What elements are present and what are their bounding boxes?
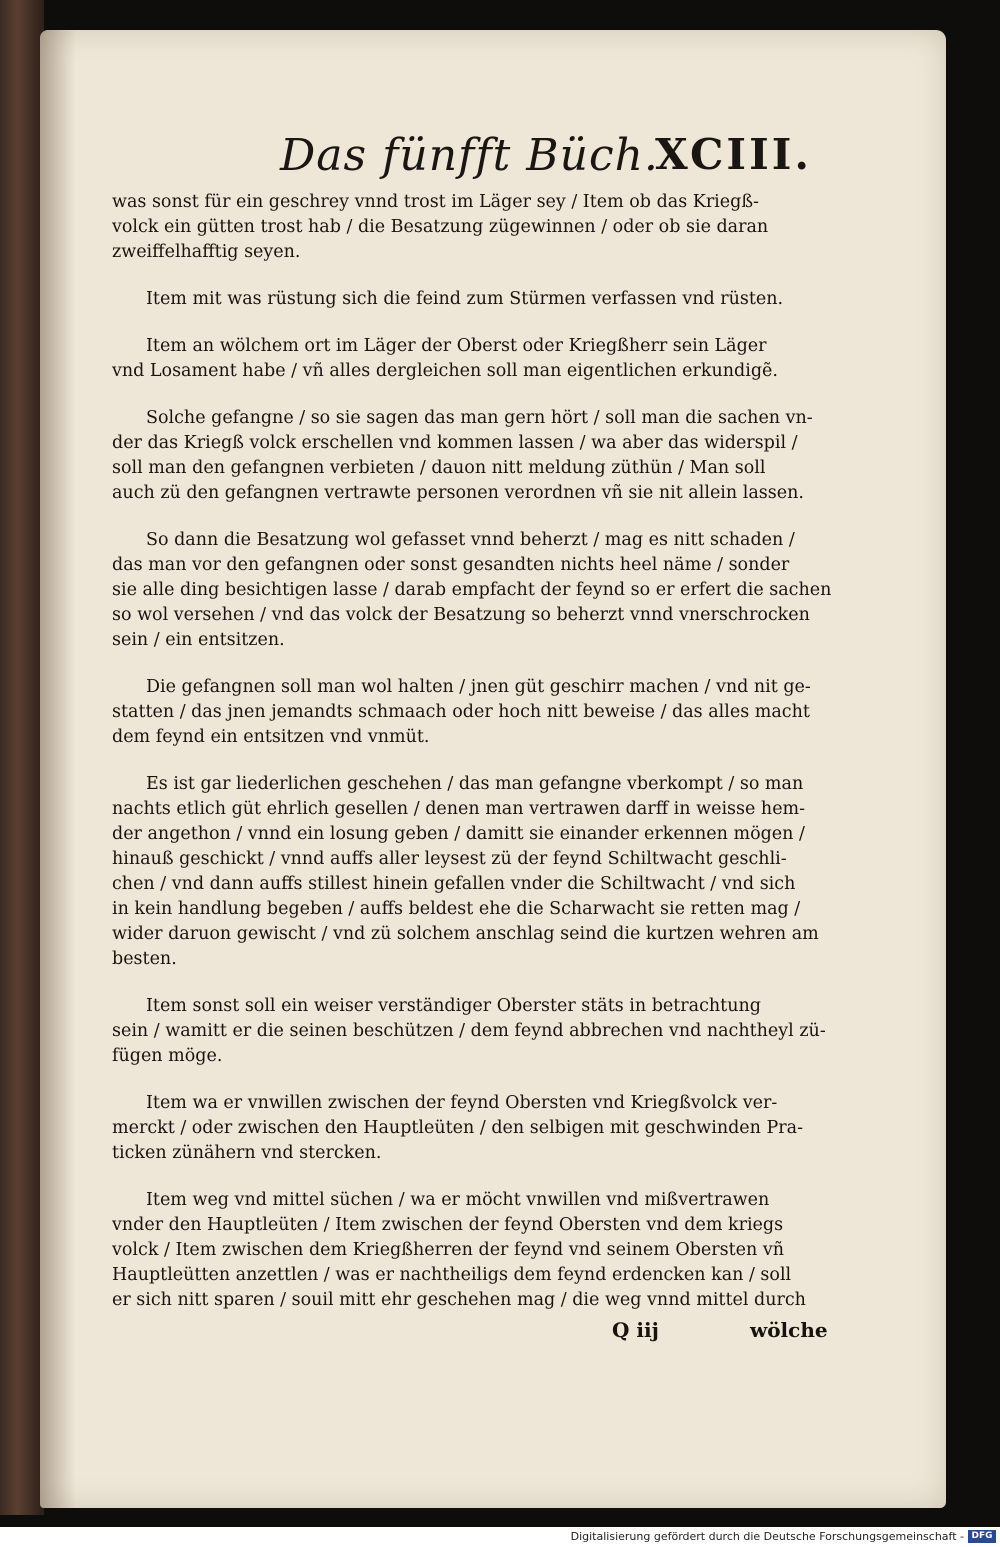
paragraph <box>112 406 832 506</box>
footer-bar <box>0 1527 1000 1547</box>
text-line: merckt / oder zwischen den Hauptleüten / den selbigen mit geschwinden Pra- <box>112 1118 803 1138</box>
signature-catchword-line <box>40 1318 946 1348</box>
text-line: Item wa er vnwillen zwischen der feynd Obersten vnd Kriegßvolck ver- <box>146 1093 778 1113</box>
text-line: wider daruon gewischt / vnd zü solchem anschlag seind die kurtzen wehren am <box>112 924 819 944</box>
text-line: er sich nitt sparen / souil mitt ehr geschehen mag / die weg vnnd mittel durch <box>112 1290 806 1310</box>
paragraph <box>112 1188 832 1313</box>
text-line: sie alle ding besichtigen lasse / darab empfacht der feynd so er erfert die sachen <box>112 580 832 600</box>
text-line: sein / wamitt er die seinen beschützen / dem feynd abbrechen vnd nachtheyl zü- <box>112 1021 826 1041</box>
text-line: der angethon / vnnd ein losung geben / damitt sie einander erkennen mögen / <box>112 824 805 844</box>
body-text <box>112 190 832 1335</box>
paragraph <box>112 994 832 1069</box>
text-line: Die gefangnen soll man wol halten / jnen güt geschirr machen / vnd nit ge- <box>146 677 811 697</box>
paragraph <box>112 528 832 653</box>
text-line: chen / vnd dann auffs stillest hinein gefallen vnder die Schiltwacht / vnd sich <box>112 874 796 894</box>
catchword: wölche <box>750 1318 828 1342</box>
text-line: fügen möge. <box>112 1046 223 1066</box>
paragraph <box>112 675 832 750</box>
text-line: Item mit was rüstung sich die feind zum Stürmen verfassen vnd rüsten. <box>146 289 784 309</box>
text-line: soll man den gefangnen verbieten / dauon nitt meldung züthün / Man soll <box>112 458 766 478</box>
funding-credit: Digitalisierung gefördert durch die Deutsche Forschungsgemeinschaft - <box>570 1530 964 1543</box>
text-line: so wol versehen / vnd das volck der Besatzung so beherzt vnnd vnerschrocken <box>112 605 810 625</box>
signature-mark: Q iij <box>612 1318 659 1342</box>
text-line: was sonst für ein geschrey vnnd trost im Läger sey / Item ob das Kriegß- <box>112 192 759 212</box>
text-line: Item an wölchem ort im Läger der Oberst oder Kriegßherr sein Läger <box>146 336 767 356</box>
text-line: nachts etlich güt ehrlich gesellen / denen man vertrawen darff in weisse hem- <box>112 799 806 819</box>
text-line: Hauptleütten anzettlen / was er nachtheiligs dem feynd erdencken kan / soll <box>112 1265 792 1285</box>
paragraph <box>112 287 832 312</box>
gutter-shadow <box>40 30 76 1508</box>
text-line: So dann die Besatzung wol gefasset vnnd beherzt / mag es nitt schaden / <box>146 530 795 550</box>
text-line: vnder den Hauptleüten / Item zwischen der feynd Obersten vnd dem kriegs <box>112 1215 784 1235</box>
book-page <box>40 30 946 1508</box>
paragraph <box>112 334 832 384</box>
text-line: statten / das jnen jemandts schmaach oder hoch nitt beweise / das alles macht <box>112 702 810 722</box>
text-line: hinauß geschickt / vnnd auffs aller leysest zü der feynd Schiltwacht geschli- <box>112 849 787 869</box>
text-line: das man vor den gefangnen oder sonst gesandten nichts heel näme / sonder <box>112 555 790 575</box>
text-line: volck ein gütten trost hab / die Besatzung zügewinnen / oder ob sie daran <box>112 217 769 237</box>
text-line: Es ist gar liederlichen geschehen / das man gefangne vberkompt / so man <box>146 774 804 794</box>
text-line: auch zü den gefangnen vertrawte personen verordnen vñ sie nit allein lassen. <box>112 483 804 503</box>
running-title: Das fünfft Büch. <box>280 130 659 181</box>
text-line: besten. <box>112 949 177 969</box>
text-line: der das Kriegß volck erschellen vnd kommen lassen / wa aber das widerspil / <box>112 433 798 453</box>
text-line: in kein handlung begeben / auffs beldest ehe die Scharwacht sie retten mag / <box>112 899 801 919</box>
paragraph <box>112 1091 832 1166</box>
text-line: zweiffelhafftig seyen. <box>112 242 301 262</box>
paragraph <box>112 772 832 972</box>
text-line: Item weg vnd mittel süchen / wa er möcht vnwillen vnd mißvertrawen <box>146 1190 770 1210</box>
text-line: volck / Item zwischen dem Kriegßherren der feynd vnd seinem Obersten vñ <box>112 1240 785 1260</box>
text-line: dem feynd ein entsitzen vnd vnmüt. <box>112 727 430 747</box>
folio-number: XCIII. <box>655 130 812 179</box>
text-line: vnd Losament habe / vñ alles dergleichen soll man eigentlichen erkundigẽ. <box>112 361 778 381</box>
dfg-logo: DFG <box>968 1530 996 1543</box>
book-spine <box>0 0 44 1515</box>
page-header <box>40 130 946 190</box>
text-line: sein / ein entsitzen. <box>112 630 285 650</box>
paragraph <box>112 190 832 265</box>
text-line: Solche gefangne / so sie sagen das man gern hört / soll man die sachen vn- <box>146 408 813 428</box>
text-line: Item sonst soll ein weiser verständiger Oberster stäts in betrachtung <box>146 996 761 1016</box>
text-line: ticken zünähern vnd stercken. <box>112 1143 382 1163</box>
